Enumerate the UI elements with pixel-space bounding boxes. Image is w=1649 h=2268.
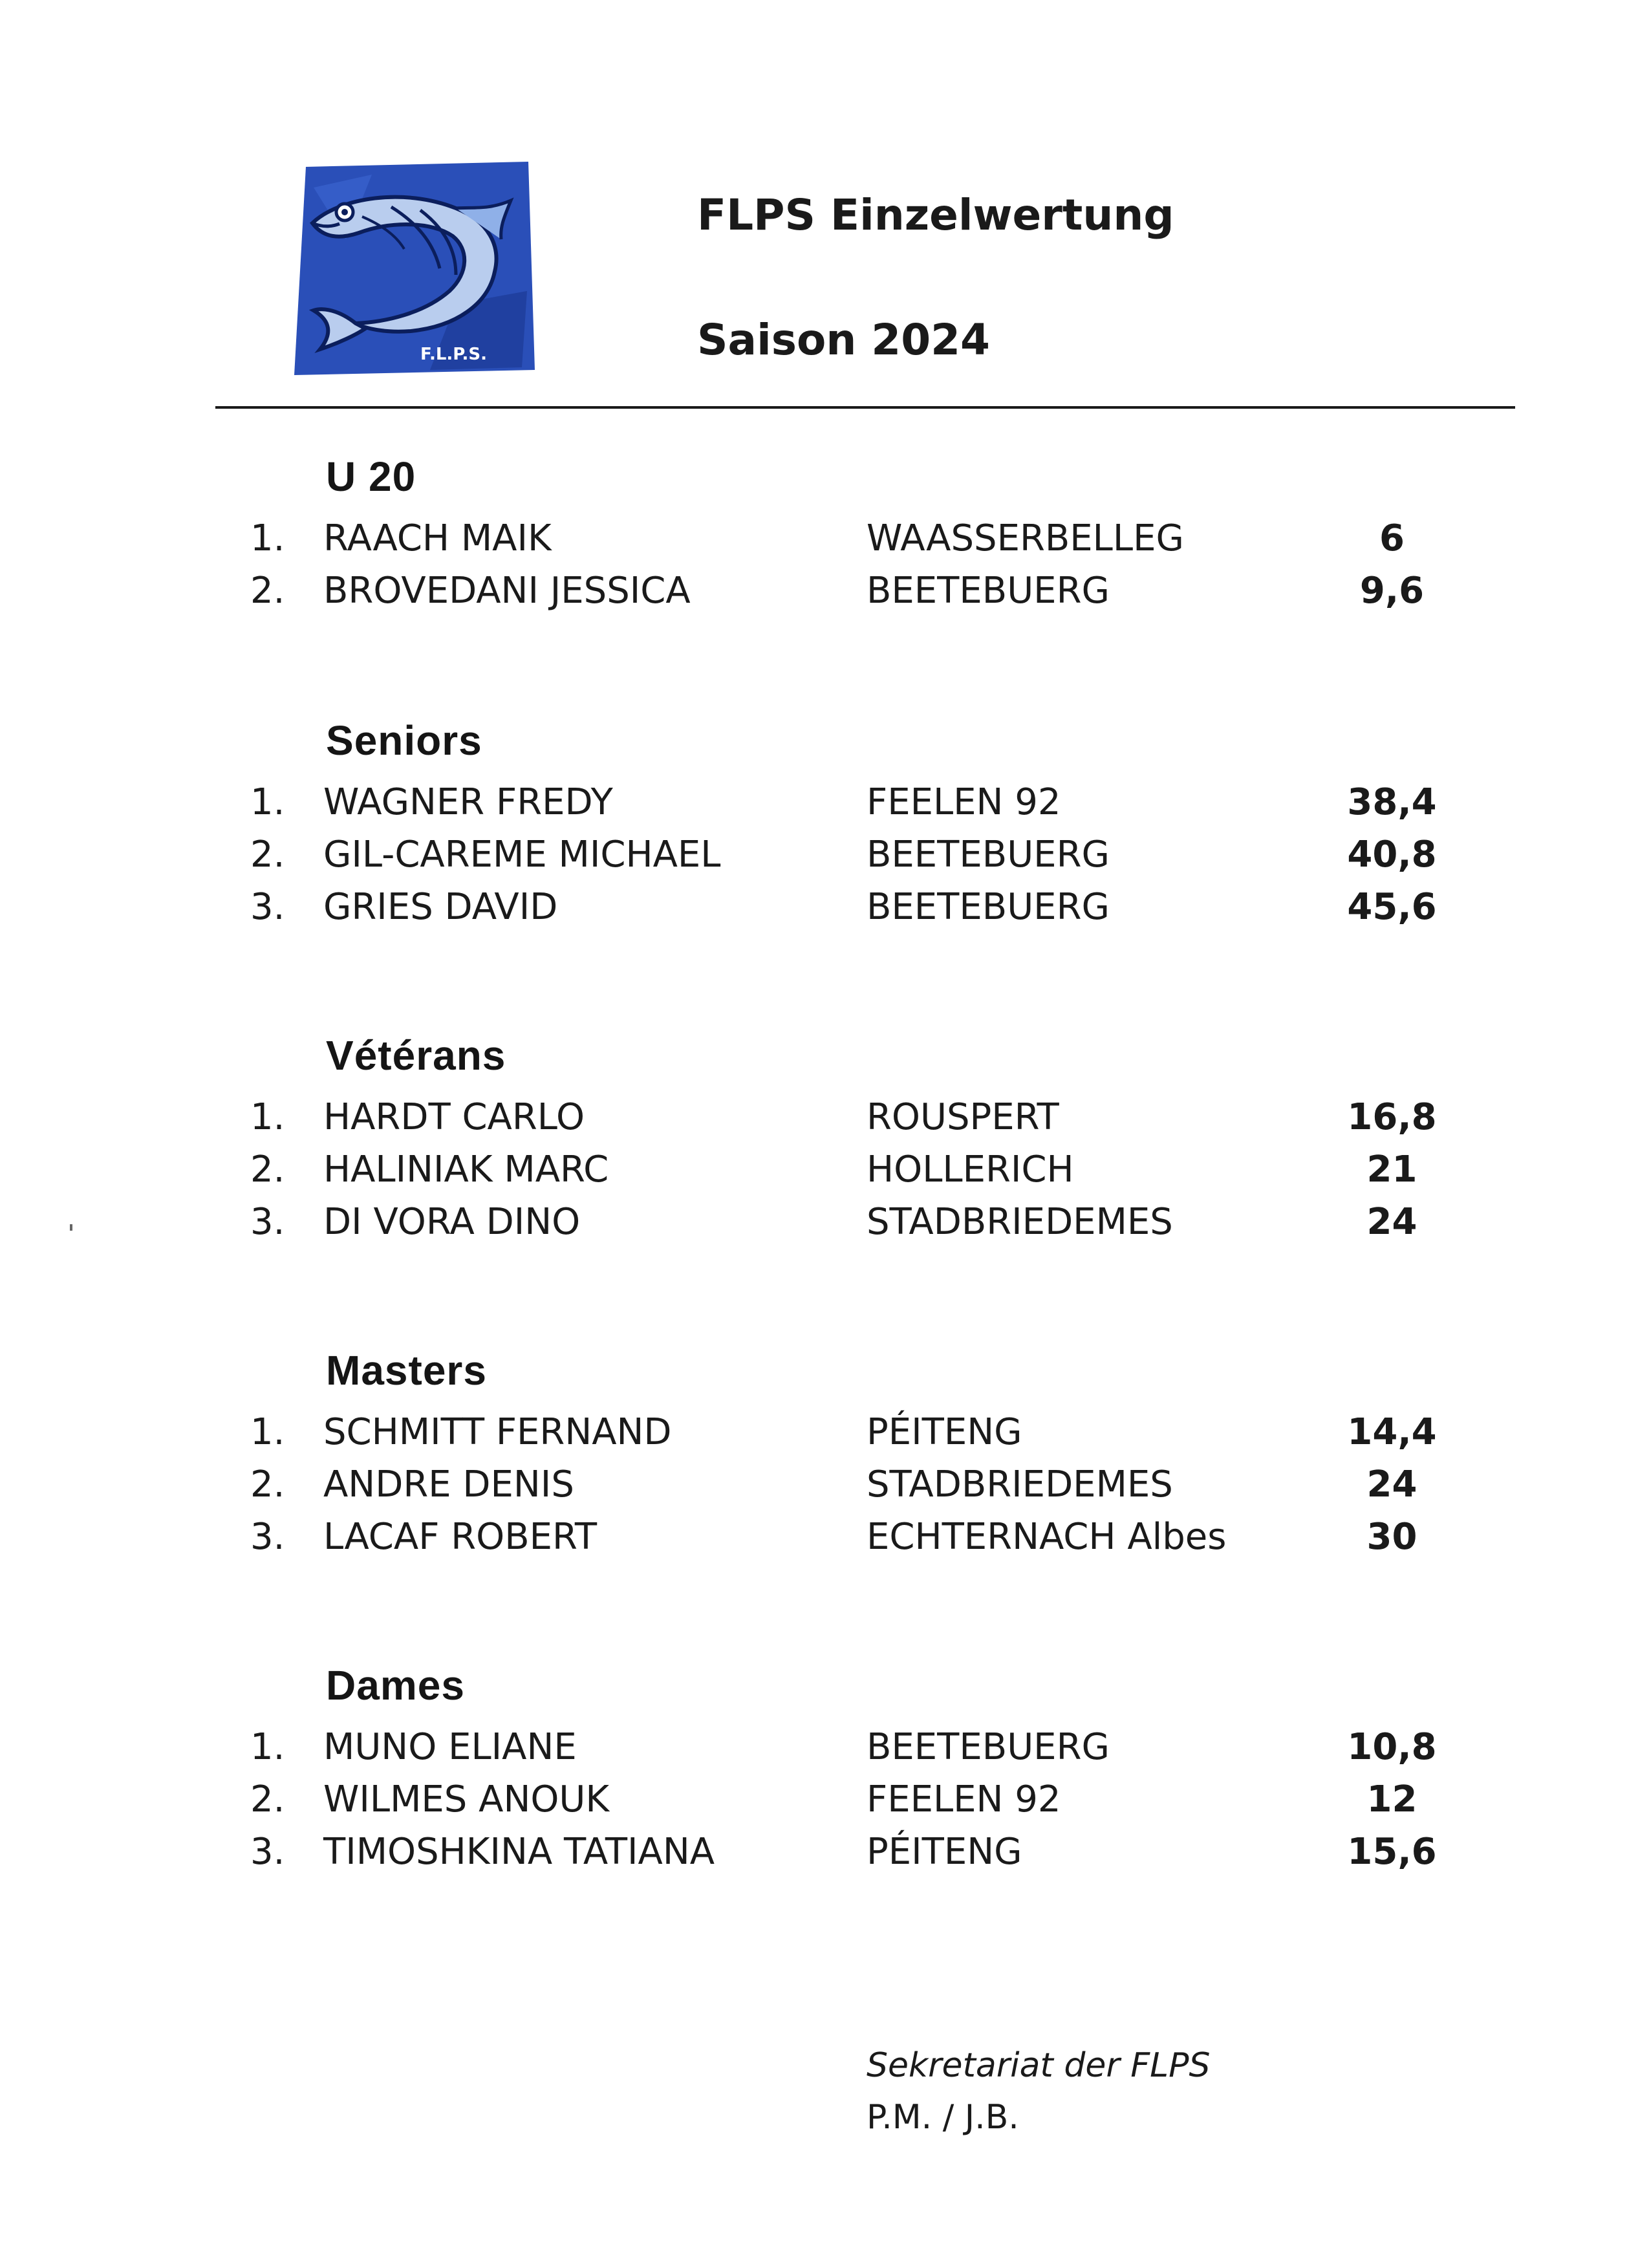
rank: 3. (250, 1516, 285, 1558)
competitor-name: RAACH MAIK (323, 517, 552, 559)
points: 9,6 (1359, 570, 1425, 612)
points: 14,4 (1347, 1411, 1437, 1453)
points: 21 (1366, 1149, 1417, 1191)
section-title: Dames (326, 1662, 465, 1709)
rank: 1. (250, 1726, 285, 1768)
rank: 2. (250, 1778, 285, 1820)
ranking-row (0, 1778, 1649, 1833)
competitor-name: HARDT CARLO (323, 1096, 585, 1138)
competitor-name: GRIES DAVID (323, 886, 558, 928)
ranking-row (0, 1831, 1649, 1886)
points: 38,4 (1347, 781, 1437, 823)
rank: 2. (250, 1149, 285, 1191)
rank: 2. (250, 1463, 285, 1506)
rank: 1. (250, 1411, 285, 1453)
club-name: ROUSPERT (867, 1096, 1059, 1138)
points: 15,6 (1347, 1831, 1437, 1873)
points: 10,8 (1347, 1726, 1437, 1768)
competitor-name: GIL-CAREME MICHAEL (323, 834, 721, 876)
competitor-name: SCHMITT FERNAND (323, 1411, 672, 1453)
ranking-row (0, 1516, 1649, 1571)
club-name: PÉITENG (867, 1831, 1022, 1873)
club-name: FEELEN 92 (867, 781, 1061, 823)
points: 40,8 (1347, 834, 1437, 876)
club-name: STADBRIEDEMES (867, 1201, 1173, 1243)
points: 6 (1379, 517, 1405, 559)
club-name: FEELEN 92 (867, 1778, 1061, 1820)
flps-logo (294, 162, 535, 375)
ranking-row (0, 517, 1649, 572)
logo-text: F.L.P.S. (420, 345, 488, 364)
rank: 2. (250, 834, 285, 876)
club-name: STADBRIEDEMES (867, 1463, 1173, 1506)
footer-initials: P.M. / J.B. (867, 2098, 1019, 2137)
header-divider (215, 406, 1515, 409)
footer-secretariat: Sekretariat der FLPS (867, 2046, 1211, 2085)
ranking-row (0, 1201, 1649, 1256)
competitor-name: DI VORA DINO (323, 1201, 581, 1243)
club-name: BEETEBUERG (867, 834, 1110, 876)
club-name: PÉITENG (867, 1411, 1022, 1453)
competitor-name: WAGNER FREDY (323, 781, 613, 823)
points: 12 (1366, 1778, 1417, 1820)
scan-speck (70, 1224, 72, 1231)
ranking-row (0, 1463, 1649, 1518)
competitor-name: HALINIAK MARC (323, 1149, 609, 1191)
rank: 1. (250, 517, 285, 559)
rank: 3. (250, 1201, 285, 1243)
ranking-row (0, 886, 1649, 941)
ranking-row (0, 1726, 1649, 1781)
competitor-name: ANDRE DENIS (323, 1463, 574, 1506)
competitor-name: BROVEDANI JESSICA (323, 570, 691, 612)
ranking-row (0, 781, 1649, 836)
rank: 2. (250, 570, 285, 612)
club-name: WAASSERBELLEG (867, 517, 1184, 559)
document-title: FLPS Einzelwertung (697, 190, 1174, 240)
competitor-name: MUNO ELIANE (323, 1726, 577, 1768)
club-name: BEETEBUERG (867, 886, 1110, 928)
ranking-row (0, 570, 1649, 625)
document-subtitle: Saison 2024 (697, 315, 990, 365)
points: 16,8 (1347, 1096, 1437, 1138)
ranking-row (0, 1411, 1649, 1466)
club-name: BEETEBUERG (867, 570, 1110, 612)
section-title: Seniors (326, 717, 482, 764)
competitor-name: TIMOSHKINA TATIANA (323, 1831, 715, 1873)
rank: 3. (250, 886, 285, 928)
points: 24 (1366, 1201, 1417, 1243)
rank: 1. (250, 1096, 285, 1138)
points: 24 (1366, 1463, 1417, 1506)
points: 30 (1366, 1516, 1417, 1558)
ranking-row (0, 1149, 1649, 1204)
club-name: ECHTERNACH Albes (867, 1516, 1227, 1558)
section-title: Vétérans (326, 1032, 506, 1079)
rank: 1. (250, 781, 285, 823)
section-title: Masters (326, 1347, 487, 1394)
club-name: BEETEBUERG (867, 1726, 1110, 1768)
rank: 3. (250, 1831, 285, 1873)
competitor-name: WILMES ANOUK (323, 1778, 610, 1820)
ranking-row (0, 834, 1649, 889)
points: 45,6 (1347, 886, 1437, 928)
section-title: U 20 (326, 453, 416, 500)
ranking-row (0, 1096, 1649, 1151)
competitor-name: LACAF ROBERT (323, 1516, 598, 1558)
club-name: HOLLERICH (867, 1149, 1074, 1191)
